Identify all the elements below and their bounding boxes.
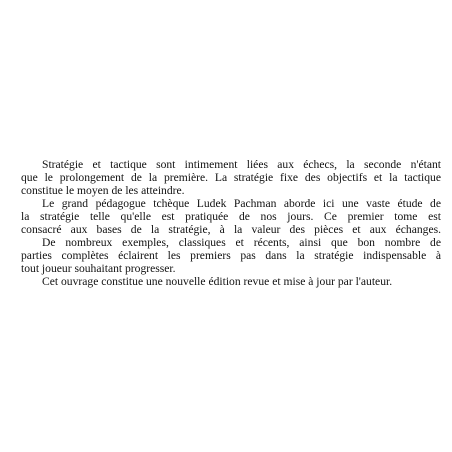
- text-line: De nombreux exemples, classiques et récents, ainsi que bon nombre de: [42, 236, 441, 249]
- text-line: consacré aux bases de la stratégie, à la valeur des pièces et aux échanges.: [21, 223, 441, 236]
- text-line: la stratégie telle qu'elle est pratiquée de nos jours. Ce premier tome est: [21, 210, 441, 223]
- blurb-text: [21, 158, 441, 288]
- text-line: parties complètes éclairent les premiers pas dans la stratégie indispensable à: [21, 249, 441, 262]
- text-line: que le prolongement de la première. La stratégie fixe des objectifs et la tactique: [21, 171, 441, 184]
- text-line: Stratégie et tactique sont intimement liées aux échecs, la seconde n'étant: [42, 158, 441, 171]
- text-line: Le grand pédagogue tchèque Ludek Pachman aborde ici une vaste étude de: [42, 197, 441, 210]
- text-line: tout joueur souhaitant progresser.: [21, 262, 176, 275]
- text-line: constitue le moyen de les atteindre.: [21, 184, 185, 197]
- text-line: Cet ouvrage constitue une nouvelle édition revue et mise à jour par l'auteur.: [42, 275, 393, 288]
